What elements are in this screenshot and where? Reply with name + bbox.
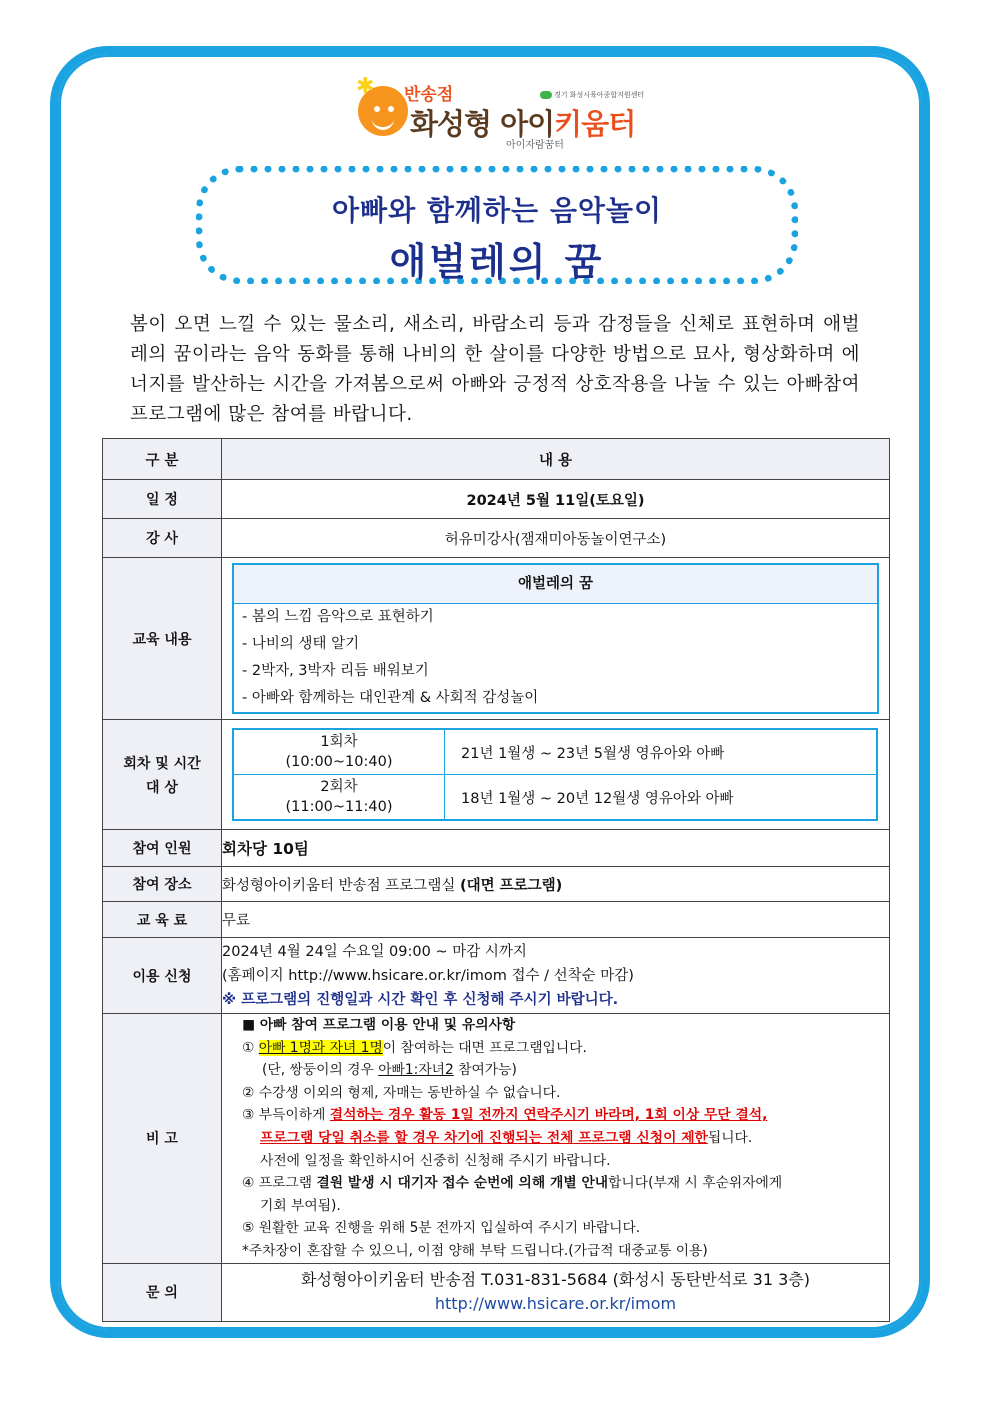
header-content: 내 용 (222, 439, 890, 480)
note-3: ③ 부득이하게 결석하는 경우 활동 1일 전까지 연락주시기 바라며, 1회 이상 무단 결석, (242, 1107, 768, 1124)
sessions-table (232, 728, 878, 821)
table-row (103, 1014, 890, 1264)
session-number: 2회차 (11:00~11:40) (233, 775, 445, 821)
note-4: ④ 프로그램 결원 발생 시 대기자 접수 순번에 의해 개별 안내합니다(부재 시 후순위자에게 (242, 1175, 783, 1192)
org-logo: 경기 화성시육아종합지원센터 (540, 90, 644, 100)
logo-branch: 반송점 (404, 85, 454, 105)
apply-method: (홈페이지 http://www.hsicare.or.kr/imom 접수 / 선착순 마감) (222, 967, 634, 984)
notes-cell (222, 1014, 890, 1264)
info-table (102, 438, 890, 1322)
logo-sub: 아이자람꿈터 (506, 140, 564, 151)
table-row (103, 902, 890, 938)
place-label: 참여 장소 (103, 867, 222, 902)
table-row (103, 938, 890, 1014)
apply-notice: ※ 프로그램의 진행일과 시간 확인 후 신청해 주시기 바랍니다. (222, 991, 619, 1008)
place-value: 화성형아이키움터 반송점 프로그램실 (대면 프로그램) (222, 867, 890, 902)
header-category: 구 분 (103, 439, 222, 480)
session-number: 1회차 (10:00~10:40) (233, 729, 445, 775)
date-value: 2024년 5월 11일(토요일) (222, 480, 890, 519)
note-3-line3: 사전에 일정을 확인하시어 신중히 신청해 주시기 바랍니다. (260, 1152, 611, 1169)
education-cell (222, 558, 890, 720)
list-item: - 2박자, 3박자 리듬 배워보기 (242, 663, 429, 679)
list-item: - 나비의 생태 알기 (242, 636, 360, 652)
logo (356, 74, 646, 151)
org-icon (540, 91, 552, 99)
table-row (103, 519, 890, 558)
contact-url-link[interactable]: http://www.hsicare.or.kr/imom (434, 1294, 677, 1314)
apply-period: 2024년 4월 24일 수요일 09:00 ~ 마감 시까지 (222, 943, 527, 960)
apply-cell (222, 938, 890, 1014)
note-2: ② 수강생 이외의 형제, 자매는 동반하실 수 없습니다. (242, 1084, 561, 1101)
table-row (103, 1263, 890, 1321)
intro-paragraph: 봄이 오면 느낄 수 있는 물소리, 새소리, 바람소리 등과 감정들을 신체로 표현하며 애벌레의 꿈이라는 음악 동화를 통해 나비의 한 살이를 다양한 방법으로 묘사, 형상화하며 에너지를 발산하는 시간을 가져봄으로써 아빠와 긍정적 상호작용을 나눌 수 있는 아빠참여 프로그램에 많은 참여를 바랍니다. (130, 314, 860, 425)
participants-label: 참여 인원 (103, 830, 222, 867)
contact-cell (222, 1263, 890, 1321)
table-row (103, 720, 890, 830)
notes-heading: ■ 아빠 참여 프로그램 이용 안내 및 유의사항 (242, 1017, 516, 1033)
contact-label: 문 의 (103, 1263, 222, 1321)
note-5: ⑤ 원활한 교육 진행을 위해 5분 전까지 입실하여 주시기 바랍니다. (242, 1220, 641, 1237)
title-main: 애벌레의 꿈 (389, 240, 605, 284)
education-box (232, 563, 879, 714)
list-item: - 아빠와 함께하는 대인관계 & 사회적 감성놀이 (242, 690, 539, 706)
note-parking: *주차장이 혼잡할 수 있으니, 이점 양해 부탁 드립니다.(가급적 대중교통 이용) (242, 1242, 708, 1259)
note-3-line2: 프로그램 당일 취소를 할 경우 차기에 진행되는 전체 프로그램 신청이 제한됩니다. (260, 1129, 753, 1146)
logo-name: 화성형 아이키움터 (410, 107, 636, 141)
contact-info: 화성형아이키움터 반송점 T.031-831-5684 (화성시 동탄반석로 31 3층) (301, 1270, 810, 1290)
sessions-cell (222, 720, 890, 830)
session-target: 18년 1월생 ~ 20년 12월생 영유아와 아빠 (445, 775, 878, 821)
sessions-label: 회차 및 시간 대 상 (103, 720, 222, 830)
notes-label: 비 고 (103, 1014, 222, 1264)
table-row (103, 830, 890, 867)
note-1-sub: (단, 쌍둥이의 경우 아빠1:자녀2 참여가능) (262, 1062, 517, 1079)
session-row (233, 729, 877, 775)
fee-value: 무료 (222, 902, 890, 938)
education-label: 교육 내용 (103, 558, 222, 720)
date-label: 일 정 (103, 480, 222, 519)
table-header-row (103, 439, 890, 480)
fee-label: 교 육 료 (103, 902, 222, 938)
star-icon: ✱ (356, 74, 375, 99)
table-row (103, 558, 890, 720)
title-subtitle: 아빠와 함께하는 음악놀이 (331, 194, 663, 227)
list-item: - 봄의 느낌 음악으로 표현하기 (242, 609, 434, 625)
instructor-value: 허유미강사(잼재미아동놀이연구소) (222, 519, 890, 558)
note-1: ① 아빠 1명과 자녀 1명이 참여하는 대면 프로그램입니다. (242, 1039, 587, 1056)
participants-value: 회차당 10팀 (222, 830, 890, 867)
table-row (103, 480, 890, 519)
title-box (196, 166, 798, 284)
apply-label: 이용 신청 (103, 938, 222, 1014)
table-row (103, 867, 890, 902)
session-target: 21년 1월생 ~ 23년 5월생 영유아와 아빠 (445, 729, 878, 775)
education-box-title: 애벌레의 꿈 (234, 565, 877, 604)
instructor-label: 강 사 (103, 519, 222, 558)
note-4-line2: 기회 부여됨). (260, 1197, 341, 1214)
session-row (233, 775, 877, 821)
